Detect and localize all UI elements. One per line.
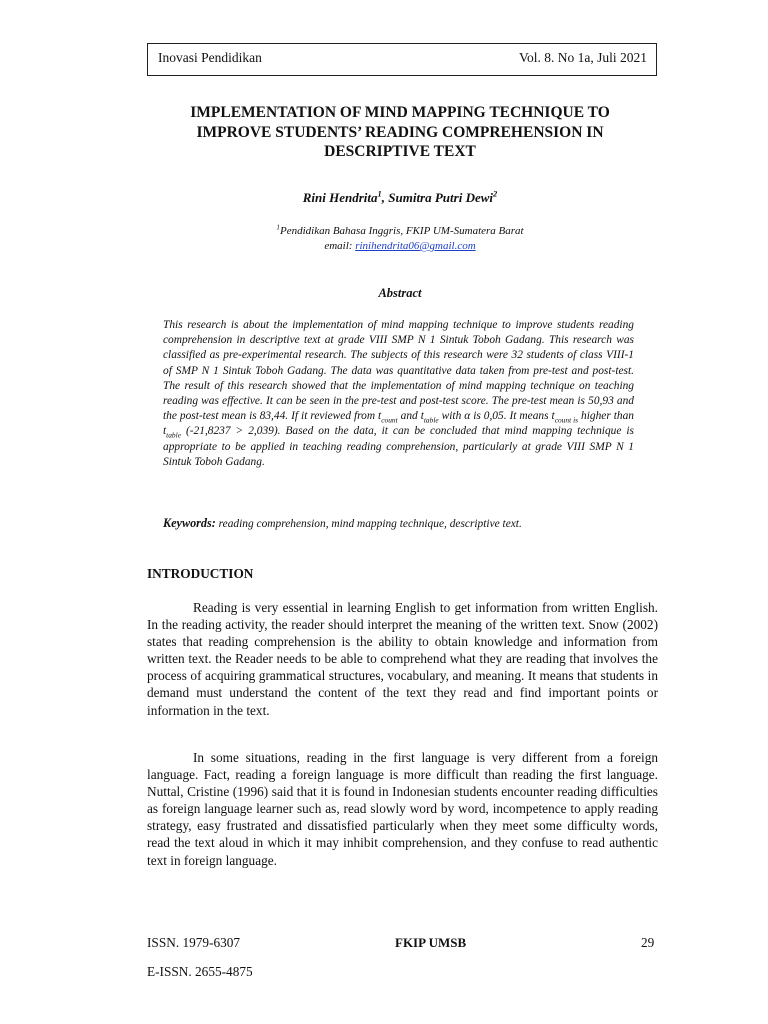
paper-title <box>130 103 670 162</box>
abstract-heading: Abstract <box>378 286 422 300</box>
affiliation-block <box>0 224 768 254</box>
keywords-label: Keywords: <box>163 516 216 530</box>
title-line: IMPLEMENTATION OF MIND MAPPING TECHNIQUE TO <box>190 104 610 121</box>
author-affiliation-mark: 1 <box>377 188 382 199</box>
title-line: IMPROVE STUDENTS’ READING COMPREHENSION IN <box>196 123 604 141</box>
page-number: 29 <box>641 935 655 950</box>
running-header <box>147 43 657 76</box>
author-name: Rini Hendrita <box>302 190 378 205</box>
affiliation <box>0 224 768 239</box>
email-line <box>0 239 768 254</box>
abstract-text <box>163 318 634 470</box>
abstract-segment: This research is about the implementation of mind mapping technique to improve students reading comprehension in descriptive text at grade VIII SMP N 1 Sintuk Toboh Gadang. This research was classified as pre-experimental research. The subjects of this research were 32 students of class VIII-1 of SMP N 1 Sintuk Toboh Gadang. The data was quantitative data taken from pre-test and post-test. The result of this research showed that the implementation of mind mapping technique on teaching reading was effective. It can be seen in the pre-test and post-test score. The pre-test mean is 50,93 and the post-test mean is 83,44. If it reviewed from t <box>163 319 634 423</box>
body-paragraph: Reading is very essential in learning English to get information from written English. In the reading activity, the reader should interpret the meaning of the written text. Snow (2002) states that reading comprehension is the ability to obtain knowledge and information from written text. the Reader needs to be able to comprehend what they are reading that involves the process of acquiring grammatical structures, vocabulary, and meaning. It means that students in demand must understand the content of the text they read and find important points or information in the text. <box>147 600 658 718</box>
affiliation-text: Pendidikan Bahasa Inggris, FKIP UM-Sumatera Barat <box>279 225 524 237</box>
abstract-segment: (-21,8237 > 2,039). Based on the data, it can be concluded that mind mapping technique is appropriate to be applied in teaching reading comprehension, particularly at grade VIII SMP N 1 Sintuk Toboh Gadang. <box>163 425 634 468</box>
subscript: table <box>166 430 181 440</box>
keywords-text: reading comprehension, mind mapping technique, descriptive text. <box>215 518 522 530</box>
author-list <box>0 190 768 206</box>
footer-eissn: E-ISSN. 2655-4875 <box>147 964 253 979</box>
abstract-segment: higher than t <box>163 410 634 438</box>
keywords <box>163 516 643 531</box>
footer-issn: ISSN. 1979-6307 <box>147 935 241 950</box>
abstract-segment: with α is 0,05. It means t <box>438 410 555 423</box>
author-name: Sumitra Putri Dewi <box>388 190 494 205</box>
subscript: count is <box>554 415 579 425</box>
title-line: DESCRIPTIVE TEXT <box>324 143 476 160</box>
subscript: table <box>423 415 439 425</box>
email-label: email: <box>324 240 356 252</box>
footer-publisher: FKIP UMSB <box>395 935 467 950</box>
subscript: count <box>381 415 398 425</box>
journal-name: Inovasi Pendidikan <box>158 49 262 65</box>
email-link[interactable]: rinihendrita06@gmail.com <box>355 240 476 252</box>
affiliation-mark: 1 <box>276 223 280 232</box>
body-paragraph: In some situations, reading in the first language is very different from a foreign language. Fact, reading a foreign language is more difficult than reading the first language. Nuttal, Cristine (1996) said that it is found in Indonesian students encounter reading difficulties as foreign language learner such as, read slowly word by word, incompetence to apply reading strategy, easy frustrated and dissatisfied particularly when they meet some difficulty words, read the text aloud in which it may inhibit comprehension, and they confuse to read authentic text in foreign language. <box>147 750 658 868</box>
section-heading-introduction: INTRODUCTION <box>147 566 254 581</box>
abstract-segment: and t <box>397 410 424 423</box>
author-affiliation-mark: 2 <box>493 188 498 199</box>
volume-info: Vol. 8. No 1a, Juli 2021 <box>518 49 647 65</box>
author-separator: , <box>381 190 389 205</box>
